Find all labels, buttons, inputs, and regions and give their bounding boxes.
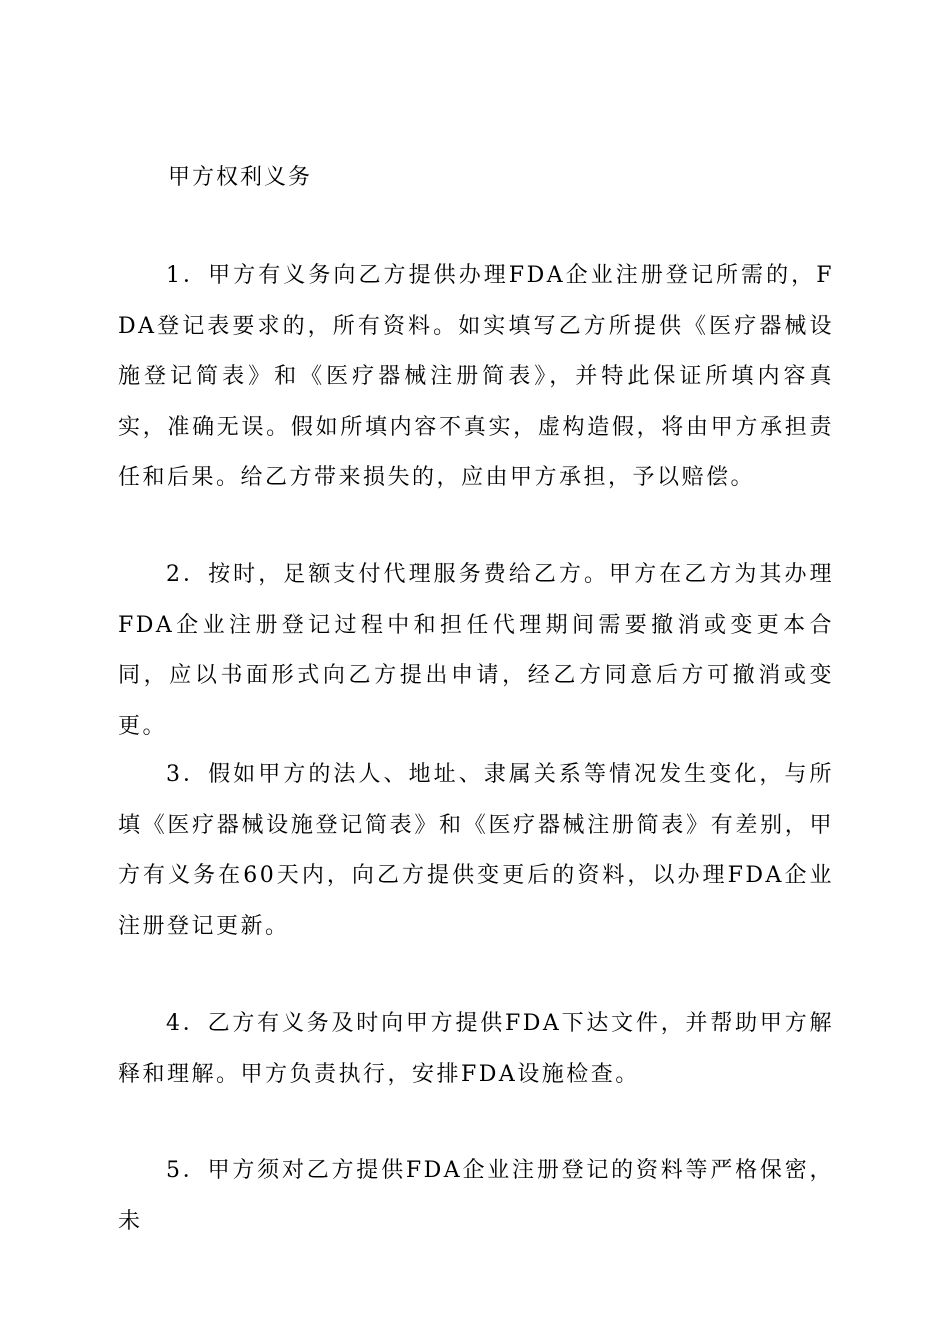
paragraph-2: 2．按时，足额支付代理服务费给乙方。甲方在乙方为其办理FDA企业注册登记过程中和担任代理期间需要撤消或变更本合同，应以书面形式向乙方提出申请，经乙方同意后方可撤消或变更。	[118, 562, 834, 739]
paragraph-5: 5．甲方须对乙方提供FDA企业注册登记的资料等严格保密，未	[118, 1158, 834, 1234]
paragraph-1: 1．甲方有义务向乙方提供办理FDA企业注册登记所需的，FDA登记表要求的，所有资料。如实填写乙方所提供《医疗器械设施登记简表》和《医疗器械注册简表》，并特此保证所填内容真实，准确无误。假如所填内容不真实，虚构造假，将由甲方承担责任和后果。给乙方带来损失的，应由甲方承担，予以赔偿。	[118, 263, 834, 490]
paragraph-3: 3．假如甲方的法人、地址、隶属关系等情况发生变化，与所填《医疗器械设施登记简表》和《医疗器械注册简表》有差别，甲方有义务在60天内，向乙方提供变更后的资料，以办理FDA企业注册登记更新。	[118, 762, 834, 939]
section-heading: 甲方权利义务	[168, 165, 313, 190]
paragraph-4: 4．乙方有义务及时向甲方提供FDA下达文件，并帮助甲方解释和理解。甲方负责执行，安排FDA设施检查。	[118, 1011, 834, 1087]
